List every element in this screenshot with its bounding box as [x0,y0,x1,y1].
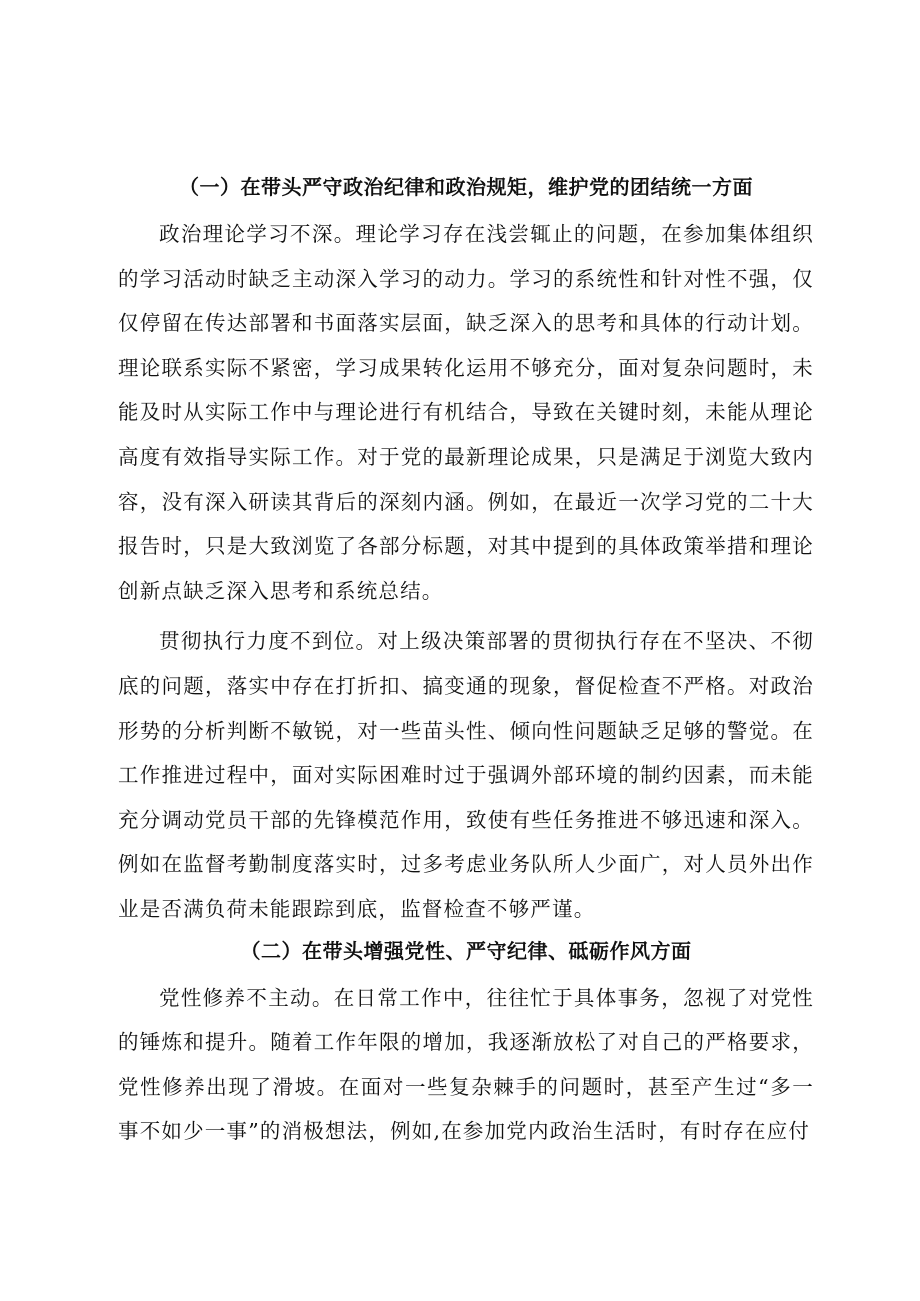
paragraph-political-theory-study: 政治理论学习不深。理论学习存在浅尝辄止的问题，在参加集体组织的学习活动时缺乏主动深入学习的动力。学习的系统性和针对性不强，仅仅停留在传达部署和书面落实层面，缺乏深入的思考和具体的行动计划。理论联系实际不紧密，学习成果转化运用不够充分，面对复杂问题时，未能及时从实际工作中与理论进行有机结合，导致在关键时刻，未能从理论高度有效指导实际工作。对于党的最新理论成果，只是满足于浏览大致内容，没有深入研读其背后的深刻内涵。例如，在最近一次学习党的二十大报告时，只是大致浏览了各部分标题，对其中提到的具体政策举措和理论创新点缺乏深入思考和系统总结。 [118,222,814,603]
document-body [118,168,814,1154]
section-heading-2: （二）在带头增强党性、严守纪律、砥砺作风方面 [240,938,692,963]
section-heading-1: （一）在带头严守政治纪律和政治规矩，维护党的团结统一方面 [179,175,753,199]
paragraph-party-spirit-cultivation: 党性修养不主动。在日常工作中，往往忙于具体事务，忽视了对党性的锤炼和提升。随着工作年限的增加，我逐渐放松了对自己的严格要求，党性修养出现了滑坡。在面对一些复杂棘手的问题时，甚至产生过“多一事不如少一事”的消极想法，例如,在参加党内政治生活时，有时存在应付 [118,985,814,1144]
paragraph-implementation-effort: 贯彻执行力度不到位。对上级决策部署的贯彻执行存在不坚决、不彻底的问题，落实中存在打折扣、搞变通的现象，督促检查不严格。对政治形势的分析判断不敏锐，对一些苗头性、倾向性问题缺乏足够的警觉。在工作推进过程中，面对实际困难时过于强调外部环境的制约因素，而未能充分调动党员干部的先锋模范作用，致使有些任务推进不够迅速和深入。例如在监督考勤制度落实时，过多考虑业务队所人少面广，对人员外出作业是否满负荷未能跟踪到底，监督检查不够严谨。 [118,629,814,921]
